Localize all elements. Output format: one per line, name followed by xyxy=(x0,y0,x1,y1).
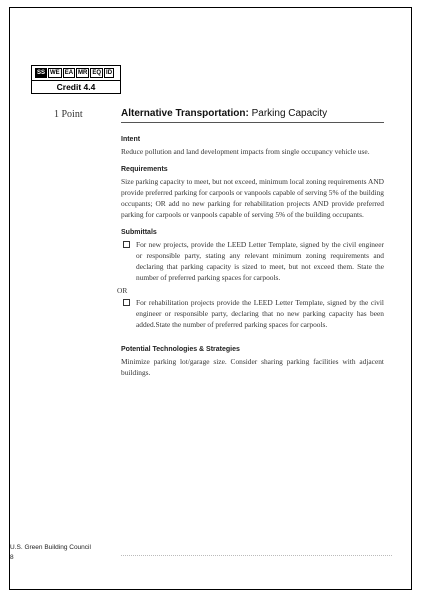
category-mr: MR xyxy=(78,70,88,76)
list-item xyxy=(121,297,384,330)
page-number: 8 xyxy=(10,554,14,561)
submittal-new-projects: For new projects, provide the LEED Letter Template, signed by the civil engineer or responsible party, stating any relevant minimum zoning requirements and declaring that parking capacity is sized to meet, but not exceed them. State the number of preferred parking spaces for carpools. xyxy=(136,240,384,282)
or-separator: OR xyxy=(117,286,128,295)
submittals-heading: Submittals xyxy=(121,229,157,236)
footer-org: U.S. Green Building Council xyxy=(10,544,91,551)
strategies-heading: Potential Technologies & Strategies xyxy=(121,346,240,353)
category-row xyxy=(32,66,120,78)
category-ea: EA xyxy=(64,70,74,76)
title-bold: Alternative Transportation: xyxy=(121,108,249,119)
intent-heading: Intent xyxy=(121,136,141,143)
strategies-text: Minimize parking lot/garage size. Consider sharing parking facilities with adjacent buildings. xyxy=(121,357,384,377)
category-eq: EQ xyxy=(92,70,102,76)
requirements-text: Size parking capacity to meet, but not exceed, minimum local zoning requirements AND provide preferred parking for carpools or vanpools capable of serving 5% of the building occupants; OR add no new parking for rehabilitation projects AND provide preferred parking for carpools or vanpools capable of serving 5% of the building occupants. xyxy=(121,177,384,219)
checkbox-icon xyxy=(123,299,130,306)
page-title xyxy=(121,108,327,119)
credit-label: Credit 4.4 xyxy=(32,80,120,93)
title-divider xyxy=(121,122,384,123)
category-id: ID xyxy=(106,70,113,76)
intent-text: Reduce pollution and land development impacts from single occupancy vehicle use. xyxy=(121,147,370,156)
title-normal: Parking Capacity xyxy=(251,108,328,119)
main-content xyxy=(117,136,384,378)
footer-divider xyxy=(121,555,392,556)
document-page xyxy=(9,7,412,590)
submittal-rehab-projects: For rehabilitation projects provide the LEED Letter Template, signed by the civil engineer or responsible party, declaring that no new parking capacity has been added.State the number of preferred parking spaces for carpools. xyxy=(136,298,384,329)
category-ss: SS xyxy=(37,70,46,76)
submittals-list xyxy=(117,239,384,330)
credit-box xyxy=(31,65,121,94)
points-label: 1 Point xyxy=(54,109,83,120)
checkbox-icon xyxy=(123,241,130,248)
category-we: WE xyxy=(50,70,60,76)
list-item xyxy=(121,239,384,283)
requirements-heading: Requirements xyxy=(121,166,168,173)
